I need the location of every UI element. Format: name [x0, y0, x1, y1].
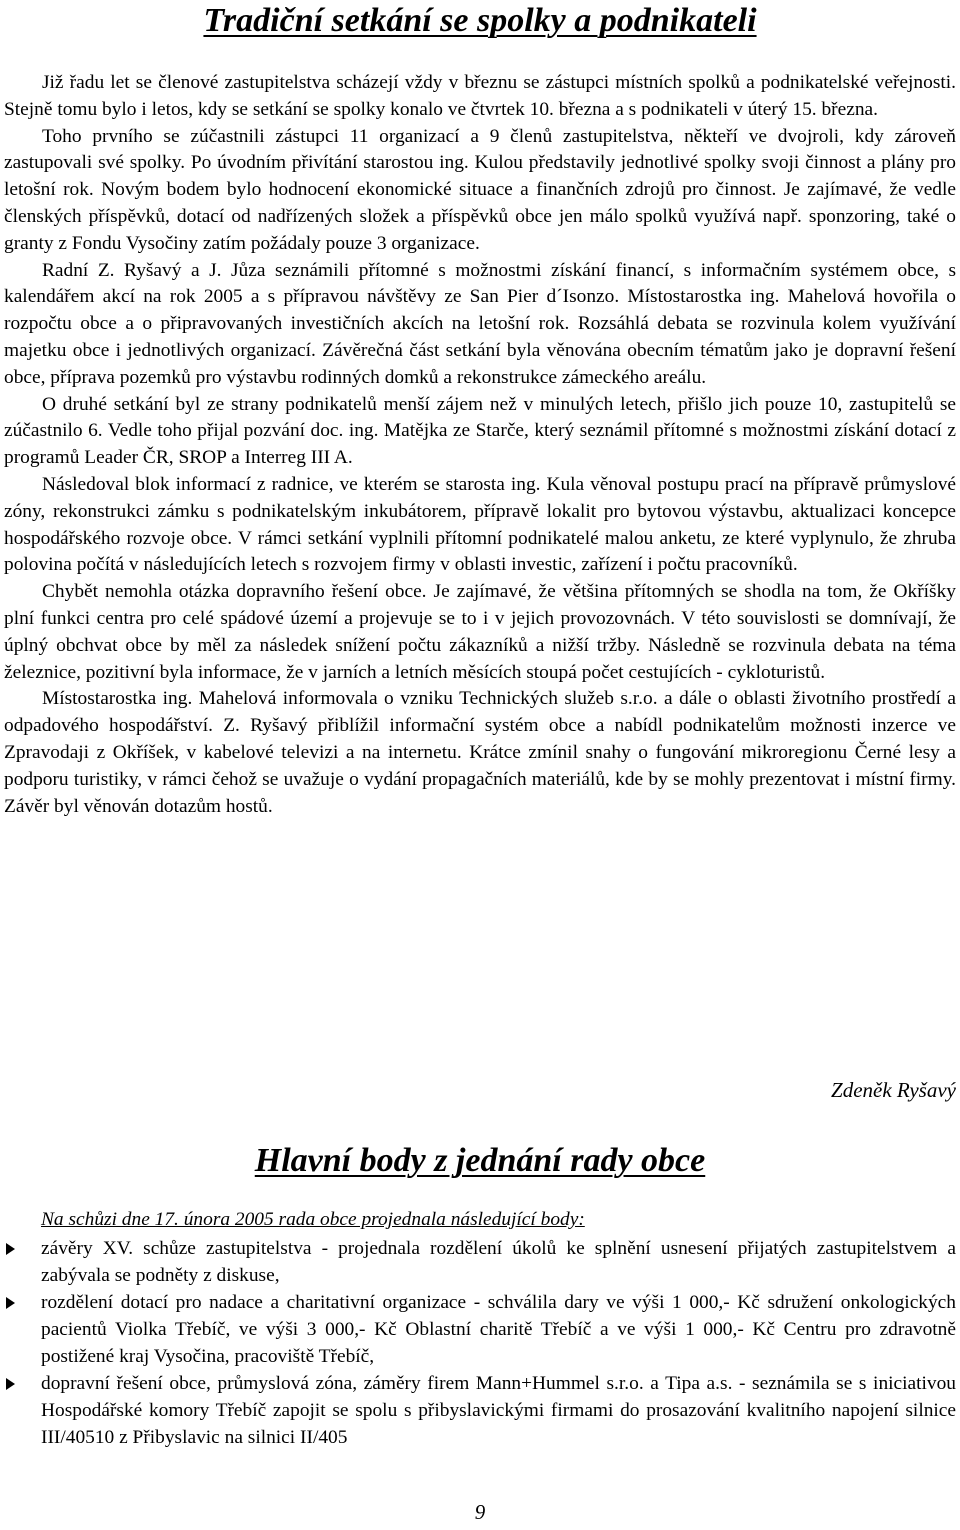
article-paragraph: Toho prvního se zúčastnili zástupci 11 organizací a 9 členů zastupitelstva, někteří ve dvojroli, kdy zároveň zastupovali své spolky. Po úvodním přivítání starostou ing. Kulou představily jednotlivé spolky svoji činnost a plány pro letošní rok. Novým bodem bylo hodnocení ekonomické situace a finančních zdrojů pro činnost. Je zajímavé, že vedle členských příspěvků, dotací od nadřízených složek a příspěvků obce jen málo spolků využívá např. sponzoring, také o granty z Fondu Vysočiny zatím požádaly pouze 3 organizace.	[4, 125, 956, 254]
agenda-item	[4, 1289, 956, 1370]
agenda-item-text: závěry XV. schůze zastupitelstva - projednala rozdělení úkolů ke splnění usnesení přijatých zastupitelstvem a zabývala se podněty z diskuse,	[41, 1238, 956, 1286]
triangle-bullet-icon	[6, 1243, 15, 1255]
article-title: Tradiční setkání se spolky a podnikateli	[203, 2, 757, 39]
council-agenda-list	[4, 1235, 956, 1451]
article-paragraph: Místostarostka ing. Mahelová informovala o vzniku Technických služeb s.r.o. a dále o oblasti životního prostředí a odpadového hospodářství. Z. Ryšavý přiblížil informační systém obce a nabídl podnikatelům možnosti inzerce ve Zpravodaji z Okříšek, v kabelové televizi a na internetu. Krátce zmínil snahy o fungování mikroregionu Černé lesy a podporu turistiky, v rámci čehož se uvažuje o vydání propagačních materiálů, kde by se mohly prezentovat i místní firmy. Závěr byl věnován dotazům hostů.	[4, 688, 956, 817]
council-section	[4, 1206, 956, 1451]
council-meeting-intro: Na schůzi dne 17. února 2005 rada obce projednala následující body:	[41, 1209, 585, 1230]
agenda-item-text: dopravní řešení obce, průmyslová zóna, záměry firem Mann+Hummel s.r.o. a Tipa a.s. - seznámila se s iniciativou Hospodářské komory Třebíč zapojit se spolu s přibyslavickými firmami do prosazování kvalitního napojení silnice III/40510 z Přibyslavic na silnici II/405	[41, 1373, 956, 1448]
triangle-bullet-icon	[6, 1297, 15, 1309]
article-paragraph: Následoval blok informací z radnice, ve kterém se starosta ing. Kula věnoval postupu prací na přípravě průmyslové zóny, rekonstrukci zámku s podnikatelským inkubátorem, přípravě lokalit pro bytovou výstavbu, aktualizaci koncepce hospodářského rozvoje obce. V rámci setkání vyplnili přítomní podnikatelé malou anketu, ze které vyplynulo, že zhruba polovina počítá v následujících letech s rozvojem firmy v oblasti investic, zařízení i počtu pracovníků.	[4, 473, 956, 576]
article-paragraph: O druhé setkání byl ze strany podnikatelů menší zájem než v minulých letech, přišlo jich pouze 10, zastupitelů se zúčastnilo 6. Vedle toho přijal pozvání doc. ing. Matějka ze Starče, který seznámil přítomné s možnostmi získání dotací z programů Leader ČR, SROP a Interreg III A.	[4, 393, 956, 469]
agenda-item	[4, 1235, 956, 1289]
article-paragraph: Již řadu let se členové zastupitelstva scházejí vždy v březnu se zástupci místních spolků a podnikatelské veřejnosti. Stejně tomu bylo i letos, kdy se setkání se spolky konalo ve čtvrtek 10. března a s podnikateli v úterý 15. března.	[4, 72, 956, 120]
triangle-bullet-icon	[6, 1378, 15, 1390]
article-paragraph: Radní Z. Ryšavý a J. Jůza seznámili přítomné s možnostmi získání financí, s informačním systémem obce, s kalendářem akcí na rok 2005 a s přípravou návštěvy ze San Pier d´Isonzo. Místostarostka ing. Mahelová hovořila o rozpočtu obce a o připravovaných investičních akcích na letošní rok. Rozsáhlá debata se rozvinula kolem využívání majetku obce i jednotlivých organizací. Závěrečná část setkání byla věnována obecním tématům jako je dopravní řešení obce, příprava pozemků pro výstavbu rodinných domků a rekonstrukce zámeckého areálu.	[4, 259, 956, 388]
article-paragraph: Chybět nemohla otázka dopravního řešení obce. Je zajímavé, že většina přítomných se shodla na tom, že Okříšky plní funkci centra pro celé spádové území a projevuje se to i v jejich provozovnách. V této souvislosti se domnívají, že úplný obchvat obce by měl za následek snížení počtu zákazníků a nižší tržby. Následně se rozvinula debata na téma železnice, pozitivní byla informace, že v jarních a letních měsících stoupá počet cestujících - cykloturistů.	[4, 581, 956, 683]
page-number: 9	[474, 1500, 486, 1524]
agenda-item	[4, 1370, 956, 1451]
article-body	[4, 70, 956, 820]
agenda-item-text: rozdělení dotací pro nadace a charitativní organizace - schválila dary ve výši 1 000,- Kč sdružení onkologických pacientů Violka Třebíč, ve výši 3 000,- Kč Oblastní charitě Třebíč a ve výši 1 000,- Kč Centru pro zdravotně postižené kraj Vysočina, pracoviště Třebíč,	[41, 1292, 956, 1367]
council-section-title: Hlavní body z jednání rady obce	[254, 1142, 706, 1179]
article-author-signature: Zdeněk Ryšavý	[831, 1078, 956, 1102]
